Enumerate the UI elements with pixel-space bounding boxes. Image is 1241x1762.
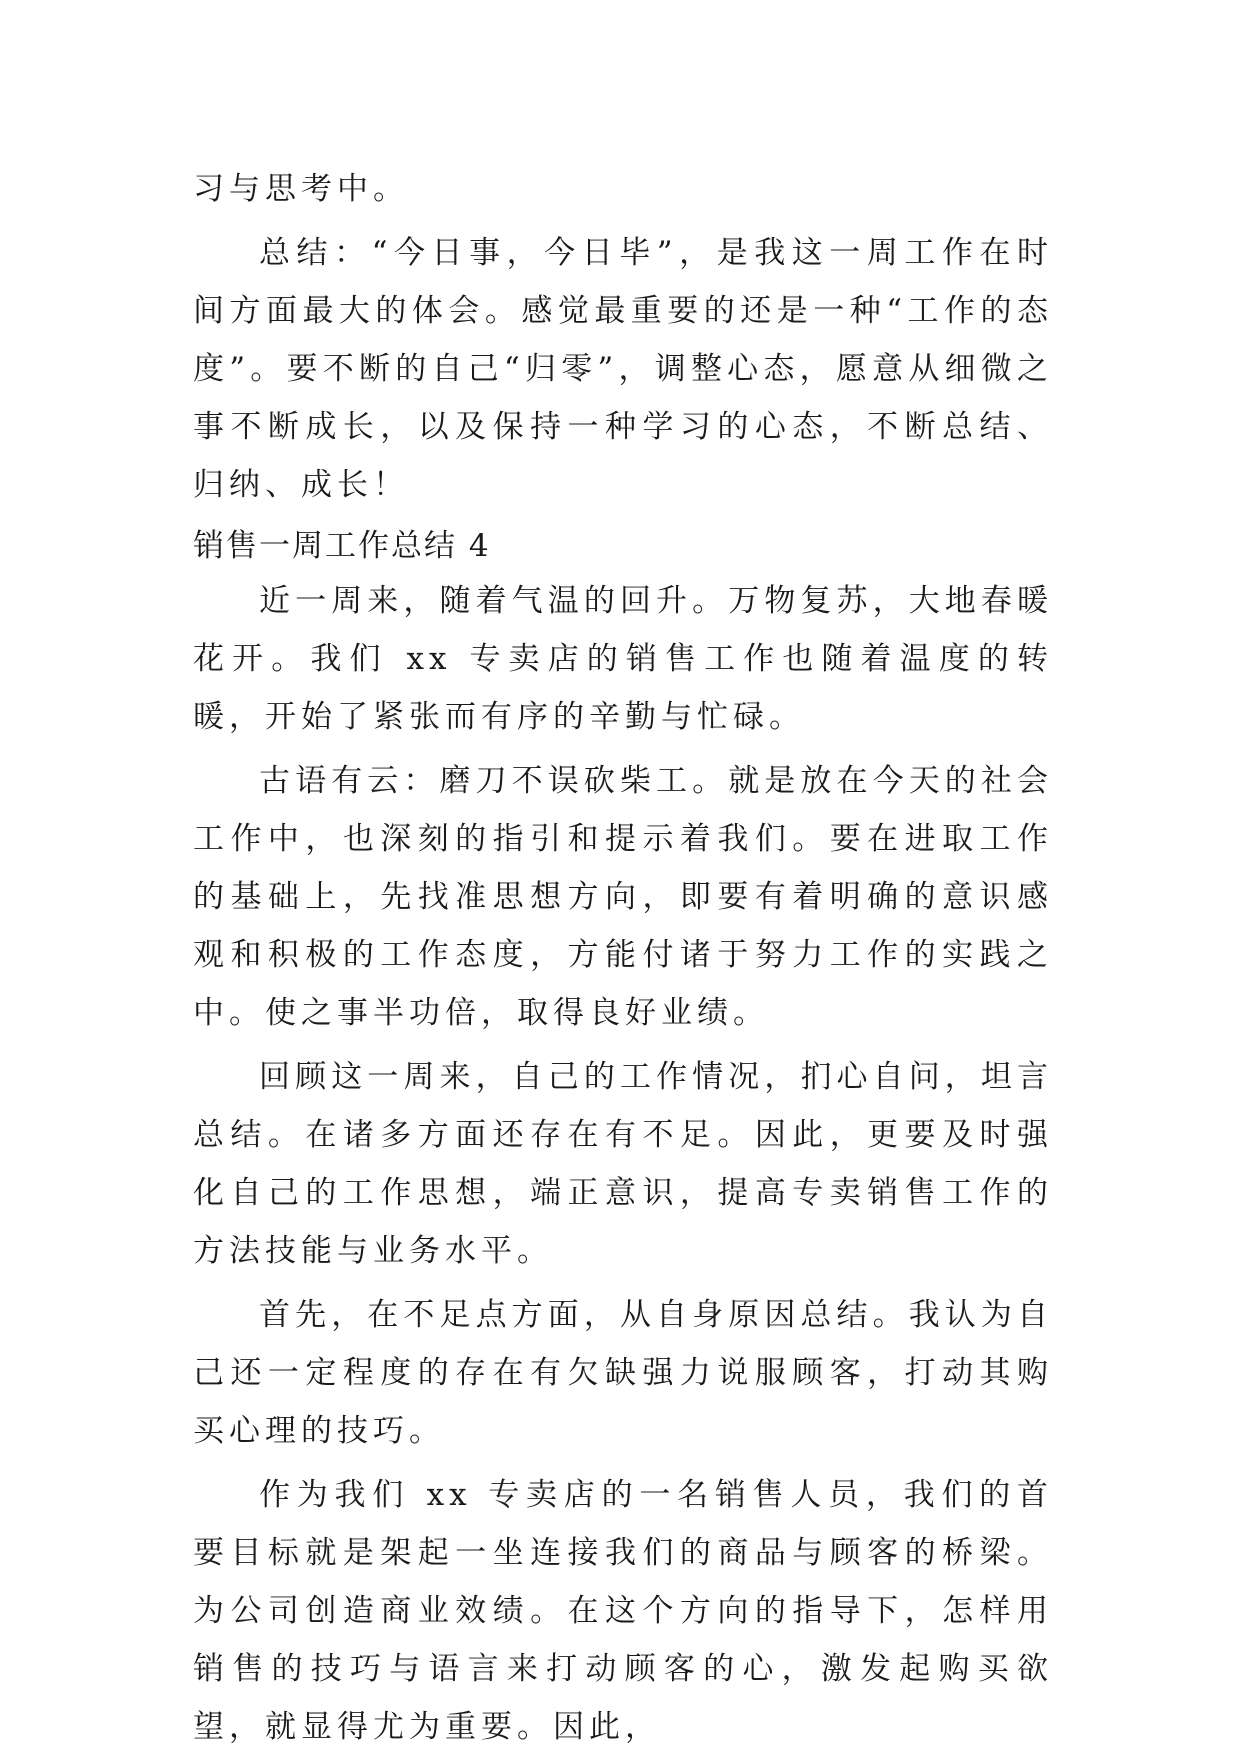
summary-paragraph: 总结：“今日事，今日毕”，是我这一周工作在时间方面最大的体会。感觉最重要的还是一种“工作的态度”。要不断的自己“归零”，调整心态，愿意从细微之事不断成长，以及保持一种学习的心态，不断总结、归纳、成长！ <box>193 235 1053 503</box>
document-body <box>193 160 1053 1762</box>
continued-paragraph: 习与思考中。 <box>193 171 409 207</box>
section-heading: 销售一周工作总结 4 <box>193 528 491 564</box>
body-paragraph: 回顾这一周来，自己的工作情况，扪心自问，坦言总结。在诸多方面还存在有不足。因此，更要及时强化自己的工作思想，端正意识，提高专卖销售工作的方法技能与业务水平。 <box>193 1059 1053 1269</box>
body-paragraph: 近一周来，随着气温的回升。万物复苏，大地春暖花开。我们 xx 专卖店的销售工作也随着温度的转暖，开始了紧张而有序的辛勤与忙碌。 <box>193 583 1053 735</box>
body-paragraph: 首先，在不足点方面，从自身原因总结。我认为自己还一定程度的存在有欠缺强力说服顾客，打动其购买心理的技巧。 <box>193 1297 1053 1449</box>
body-paragraph: 古语有云：磨刀不误砍柴工。就是放在今天的社会工作中，也深刻的指引和提示着我们。要在进取工作的基础上，先找准思想方向，即要有着明确的意识感观和积极的工作态度，方能付诸于努力工作的实践之中。使之事半功倍，取得良好业绩。 <box>193 763 1053 1031</box>
body-paragraph: 作为我们 xx 专卖店的一名销售人员，我们的首要目标就是架起一坐连接我们的商品与顾客的桥梁。为公司创造商业效绩。在这个方向的指导下，怎样用销售的技巧与语言来打动顾客的心，激发起购买欲望，就显得尤为重要。因此， <box>193 1477 1053 1745</box>
